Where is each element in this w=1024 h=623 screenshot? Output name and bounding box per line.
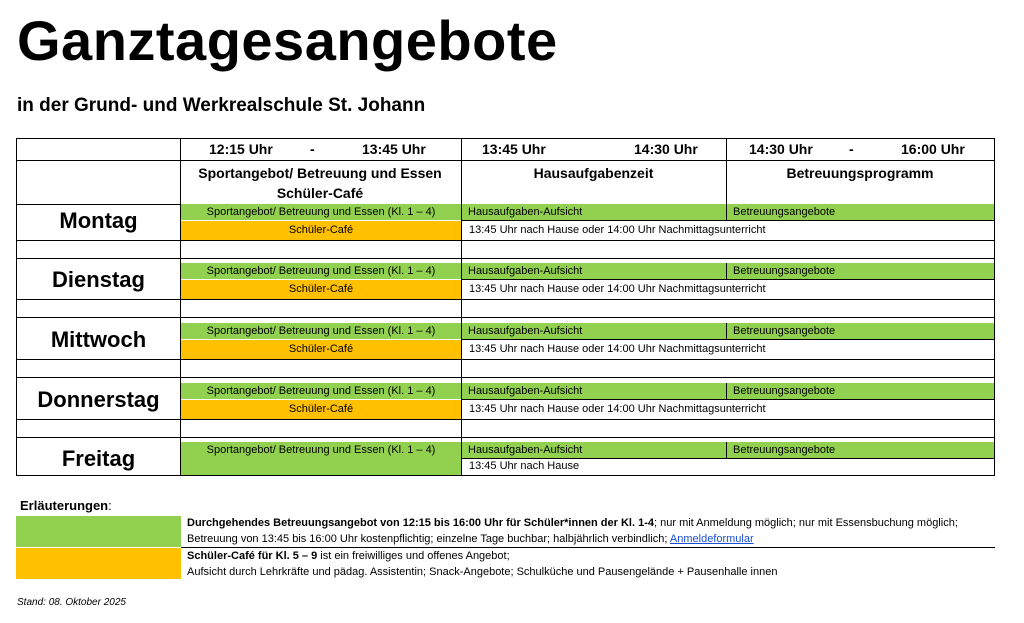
sport-cell: Sportangebot/ Betreuung und Essen (Kl. 1 – 4) <box>181 204 461 220</box>
homework-cell: Hausaufgaben-Aufsicht <box>462 263 726 279</box>
note-cell: 13:45 Uhr nach Hause oder 14:00 Uhr Nachmittagsunterricht <box>469 403 766 415</box>
header-col1-label-line1: Sportangebot/ Betreuung und Essen <box>198 165 442 181</box>
header-col1-label-line2: Schüler-Café <box>276 185 364 201</box>
header-time3-sep: - <box>849 141 854 157</box>
note-cell: 13:45 Uhr nach Hause oder 14:00 Uhr Nachmittagsunterricht <box>469 343 766 355</box>
legend-title-text: Erläuterungen <box>20 498 109 513</box>
cafe-cell: Schüler-Café <box>181 340 461 359</box>
legend-title-suffix: : <box>108 498 112 513</box>
header-time3-start: 14:30 Uhr <box>749 141 813 157</box>
header-col3-label: Betreuungsprogramm <box>786 165 934 181</box>
legend-green-bold: Durchgehendes Betreuungsangebot von 12:15 bis 16:00 Uhr für Schüler*innen der Kl. 1-4 <box>187 517 654 529</box>
cafe-cell: Schüler-Café <box>181 400 461 419</box>
day-label: Donnerstag <box>37 387 160 412</box>
care-cell: Betreuungsangebote <box>727 442 994 458</box>
sport-cell: Sportangebot/ Betreuung und Essen (Kl. 1 – 4) <box>181 383 461 399</box>
header-time3-end: 16:00 Uhr <box>901 141 965 157</box>
page-title: Ganztagesangebote <box>17 9 558 72</box>
divider <box>17 299 994 300</box>
sport-cell: Sportangebot/ Betreuung und Essen (Kl. 1 – 4) <box>181 263 461 279</box>
sport-cell: Sportangebot/ Betreuung und Essen (Kl. 1 – 4) <box>181 323 461 339</box>
header-time1-end: 13:45 Uhr <box>362 141 426 157</box>
day-label: Montag <box>59 208 138 233</box>
divider <box>461 139 462 475</box>
legend-green-swatch <box>16 516 181 547</box>
divider <box>17 240 994 241</box>
header-col2-label: Hausaufgabenzeit <box>533 165 654 181</box>
divider <box>17 419 994 420</box>
care-cell: Betreuungsangebote <box>727 263 994 279</box>
note-cell: 13:45 Uhr nach Hause <box>469 460 580 472</box>
divider <box>726 204 727 220</box>
divider <box>726 442 727 458</box>
cafe-cell: Schüler-Café <box>181 280 461 299</box>
day-label: Mittwoch <box>50 327 147 352</box>
header-time2-end: 14:30 Uhr <box>634 141 698 157</box>
care-cell: Betreuungsangebote <box>727 383 994 399</box>
day-label: Freitag <box>61 446 136 471</box>
day-label: Dienstag <box>52 267 145 292</box>
registration-form-link[interactable]: Anmeldeformular <box>669 533 754 545</box>
legend-orange-body2: Aufsicht durch Lehrkräfte und pädag. Assistentin; Snack-Angebote; Schulküche und Pausengelände + Pausenhalle innen <box>187 566 778 578</box>
header-time1-start: 12:15 Uhr <box>209 141 273 157</box>
divider <box>180 139 181 475</box>
legend-orange-body1: ist ein freiwilliges und offenes Angebot; <box>317 550 510 562</box>
header-time2-start: 13:45 Uhr <box>482 141 546 157</box>
stand-date: Stand: 08. Oktober 2025 <box>17 597 126 608</box>
divider <box>726 263 727 279</box>
divider <box>726 323 727 339</box>
divider <box>726 139 727 204</box>
legend-green-body: ; nur mit Anmeldung möglich; nur mit Essensbuchung möglich; Betreuung von 13:45 bis 16:00 Uhr kostenpflichtig; einzelne Tage buchbar; halbjährlich verbindlich; <box>187 517 958 545</box>
divider <box>17 317 994 318</box>
legend-orange-bold: Schüler-Café für Kl. 5 – 9 <box>187 550 318 562</box>
header-time1-sep: - <box>310 141 315 157</box>
page-subtitle: in der Grund- und Werkrealschule St. Johann <box>17 95 426 116</box>
homework-cell: Hausaufgaben-Aufsicht <box>462 383 726 399</box>
note-cell: 13:45 Uhr nach Hause oder 14:00 Uhr Nachmittagsunterricht <box>469 283 766 295</box>
note-cell: 13:45 Uhr nach Hause oder 14:00 Uhr Nachmittagsunterricht <box>469 224 766 236</box>
schedule-table <box>16 138 995 476</box>
homework-cell: Hausaufgaben-Aufsicht <box>462 442 726 458</box>
legend-green-text <box>187 515 977 547</box>
sport-cell-fill <box>181 458 461 475</box>
homework-cell: Hausaufgaben-Aufsicht <box>462 323 726 339</box>
divider <box>17 359 994 360</box>
care-cell: Betreuungsangebote <box>727 323 994 339</box>
legend-title <box>20 498 112 513</box>
legend-orange-swatch <box>16 548 181 579</box>
divider <box>17 377 994 378</box>
sport-cell: Sportangebot/ Betreuung und Essen (Kl. 1 – 4) <box>181 442 461 458</box>
homework-cell: Hausaufgaben-Aufsicht <box>462 204 726 220</box>
cafe-cell: Schüler-Café <box>181 221 461 240</box>
divider <box>17 160 994 161</box>
divider <box>17 437 994 438</box>
divider <box>726 383 727 399</box>
legend-orange-text <box>187 548 977 580</box>
divider <box>17 258 994 259</box>
care-cell: Betreuungsangebote <box>727 204 994 220</box>
